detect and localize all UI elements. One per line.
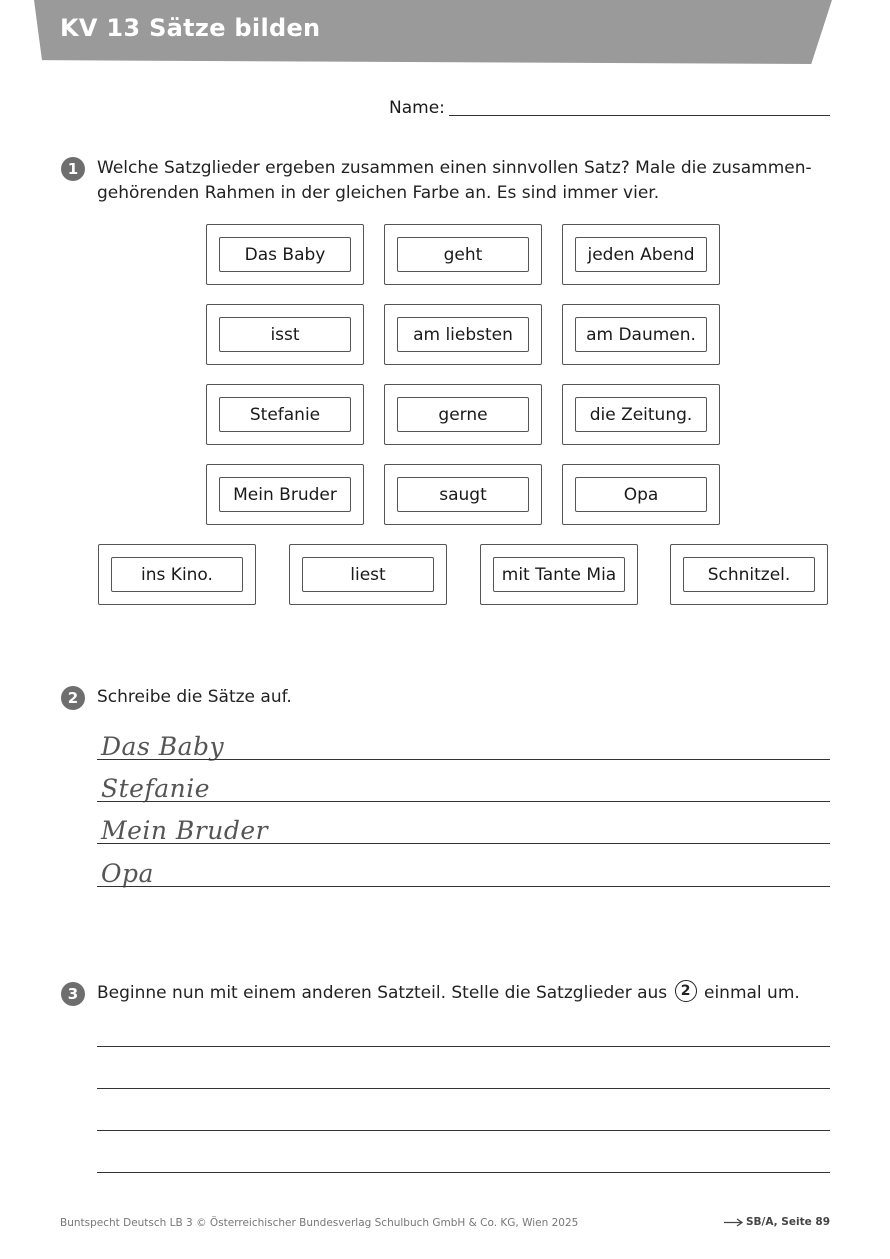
- writing-line[interactable]: [97, 843, 830, 844]
- word-card[interactable]: [206, 384, 364, 445]
- task3-instruction: [97, 981, 800, 1006]
- writing-line[interactable]: [97, 1088, 830, 1089]
- task3-instruction-end: einmal um.: [703, 983, 800, 1003]
- name-label: Name:: [389, 98, 445, 118]
- handwritten-answer: Mein Bruder: [101, 816, 269, 845]
- word-card-label: geht: [397, 237, 529, 272]
- page-title: KV 13 Sätze bilden: [60, 14, 321, 42]
- word-card-label: liest: [302, 557, 434, 592]
- handwritten-answer: Opa: [101, 859, 154, 888]
- handwritten-answer: Das Baby: [101, 732, 225, 761]
- word-card[interactable]: [670, 544, 828, 605]
- word-card[interactable]: [206, 464, 364, 525]
- word-card[interactable]: [562, 464, 720, 525]
- word-card[interactable]: [384, 384, 542, 445]
- word-card[interactable]: [562, 224, 720, 285]
- task3-instruction-start: Beginne nun mit einem anderen Satzteil. Stelle die Satzglieder aus: [97, 983, 668, 1003]
- word-card-label: ins Kino.: [111, 557, 243, 592]
- word-card[interactable]: [206, 224, 364, 285]
- word-card[interactable]: [289, 544, 447, 605]
- writing-line[interactable]: [97, 1046, 830, 1047]
- task-number-2: 2: [61, 686, 85, 710]
- writing-line[interactable]: [97, 801, 830, 802]
- arrow-right-icon: [724, 1218, 744, 1227]
- task-number-3: 3: [61, 982, 85, 1006]
- word-card[interactable]: [562, 384, 720, 445]
- word-card-label: saugt: [397, 477, 529, 512]
- writing-line[interactable]: [97, 1130, 830, 1131]
- word-card-label: Opa: [575, 477, 707, 512]
- word-card[interactable]: [480, 544, 638, 605]
- word-card[interactable]: [384, 304, 542, 365]
- word-card-label: Schnitzel.: [683, 557, 815, 592]
- word-card[interactable]: [206, 304, 364, 365]
- footer-copyright: Buntspecht Deutsch LB 3 © Österreichischer Bundesverlag Schulbuch GmbH & Co. KG, Wien 2025: [60, 1217, 579, 1229]
- footer-page-reference: [724, 1216, 830, 1228]
- word-card-label: die Zeitung.: [575, 397, 707, 432]
- name-input-line[interactable]: [449, 115, 830, 116]
- word-card[interactable]: [384, 464, 542, 525]
- task1-instruction: [97, 156, 812, 206]
- word-card-label: am liebsten: [397, 317, 529, 352]
- task1-instruction-line2: gehörenden Rahmen in der gleichen Farbe an. Es sind immer vier.: [97, 183, 660, 203]
- word-card-label: jeden Abend: [575, 237, 707, 272]
- word-card-label: Mein Bruder: [219, 477, 351, 512]
- writing-line[interactable]: [97, 1172, 830, 1173]
- writing-line[interactable]: [97, 759, 830, 760]
- task1-instruction-line1: Welche Satzglieder ergeben zusammen einen sinnvollen Satz? Male die zusammen-: [97, 158, 812, 178]
- writing-line[interactable]: [97, 886, 830, 887]
- word-card[interactable]: [98, 544, 256, 605]
- word-card-label: isst: [219, 317, 351, 352]
- handwritten-answer: Stefanie: [101, 774, 211, 803]
- word-card[interactable]: [384, 224, 542, 285]
- word-card-label: am Daumen.: [575, 317, 707, 352]
- task-reference-number: 2: [675, 980, 697, 1002]
- page-reference-text: SB/A, Seite 89: [745, 1216, 830, 1228]
- word-card-label: gerne: [397, 397, 529, 432]
- word-card-label: Das Baby: [219, 237, 351, 272]
- task2-instruction: Schreibe die Sätze auf.: [97, 687, 292, 707]
- word-card-label: mit Tante Mia: [493, 557, 625, 592]
- task-number-1: 1: [61, 157, 85, 181]
- word-card[interactable]: [562, 304, 720, 365]
- word-card-label: Stefanie: [219, 397, 351, 432]
